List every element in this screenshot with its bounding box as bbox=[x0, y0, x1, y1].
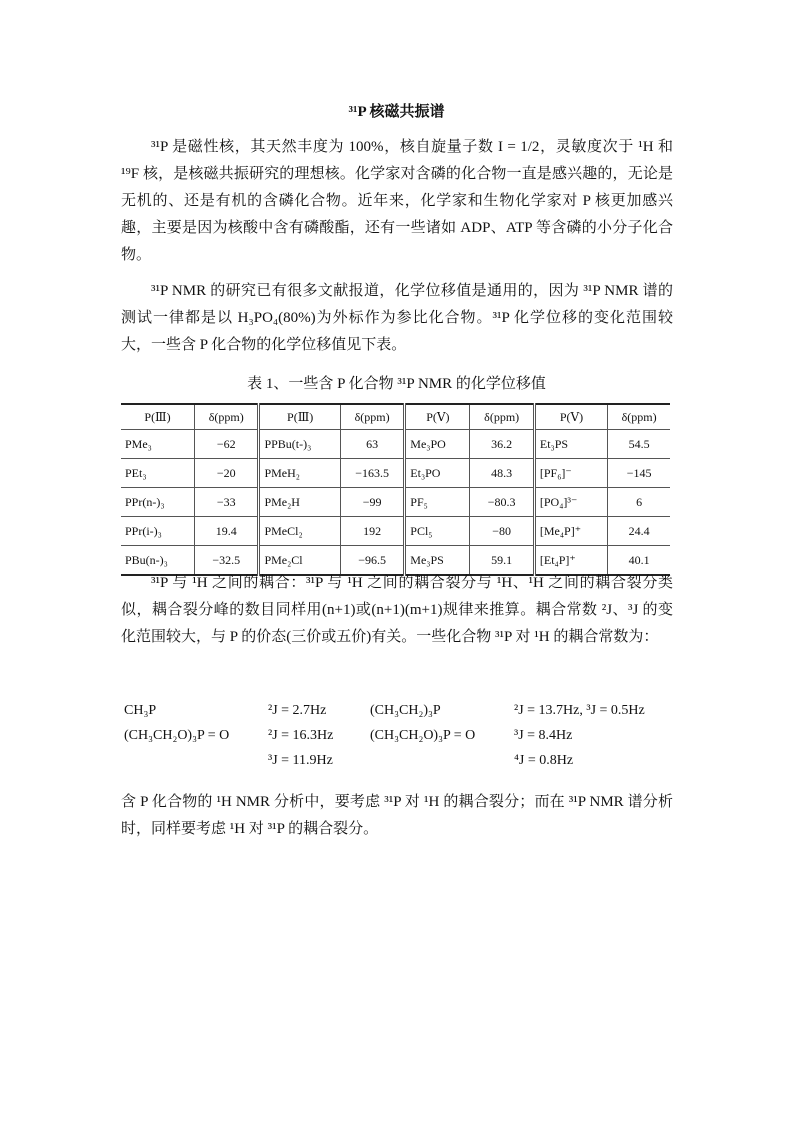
coupling-value: ²J = 16.3Hz bbox=[268, 728, 334, 743]
paragraph-coupling: ³¹P 与 ¹H 之间的耦合：³¹P 与 ¹H 之间的耦合裂分与 ¹H、¹H 之间的耦合裂分类似，耦合裂分峰的数目同样用(n+1)或(n+1)(m+1)规律来推算。耦合常数 ²J、³J 的变化范围较大，与 P 的价态(三价或五价)有关。一些化合物 ³¹P 对 ¹H 的耦合常数为： bbox=[121, 575, 673, 645]
table-row bbox=[121, 488, 670, 517]
compound-triethyl-phosphate: (CH₃CH₂O)₃P = O bbox=[124, 728, 230, 743]
compound-cell: PBu(n-)₃ bbox=[121, 546, 195, 576]
shift-value-cell: 36.2 bbox=[470, 430, 534, 459]
shift-value-cell: 192 bbox=[340, 517, 404, 546]
compound-cell: [PO₄]³⁻ bbox=[534, 488, 607, 517]
compound-cell: PMeCl₂ bbox=[259, 517, 340, 546]
coupling-value: ⁴J = 0.8Hz bbox=[514, 753, 574, 768]
coupling-value: ³J = 11.9Hz bbox=[268, 753, 333, 768]
column-header: P(Ⅴ) bbox=[405, 404, 470, 430]
shift-value-cell: −62 bbox=[195, 430, 259, 459]
compound-cell: PPr(n-)₃ bbox=[121, 488, 195, 517]
compound-cell: [Et₄P]⁺ bbox=[534, 546, 607, 576]
shift-value-cell: −32.5 bbox=[195, 546, 259, 576]
column-header: P(Ⅴ) bbox=[534, 404, 607, 430]
shift-value-cell: 24.4 bbox=[608, 517, 670, 546]
paragraph-chemical-shift: ³¹P NMR 的研究已有很多文献报道，化学位移值是通用的，因为 ³¹P NMR 谱的测试一律都是以 H₃PO₄(80%)为外标作为参比化合物。³¹P 化学位移的变化范围较大，一些含 P 化合物的化学位移值见下表。 bbox=[121, 283, 673, 353]
shift-value-cell: 6 bbox=[608, 488, 670, 517]
compound-cell: Et₃PS bbox=[534, 430, 607, 459]
column-header: δ(ppm) bbox=[470, 404, 534, 430]
shift-value-cell: −80.3 bbox=[470, 488, 534, 517]
table-row bbox=[121, 430, 670, 459]
column-header: δ(ppm) bbox=[608, 404, 670, 430]
compound-cell: PMe₃ bbox=[121, 430, 195, 459]
paragraph-conclusion: 含 P 化合物的 ¹H NMR 分析中，要考虑 ³¹P 对 ¹H 的耦合裂分；而在 ³¹P NMR 谱分析时，同样要考虑 ¹H 对 ³¹P 的耦合裂分。 bbox=[121, 794, 673, 837]
shift-value-cell: 63 bbox=[340, 430, 404, 459]
coupling-value: ²J = 2.7Hz bbox=[268, 703, 327, 718]
shift-value-cell: −99 bbox=[340, 488, 404, 517]
compound-cell: PMeH₂ bbox=[259, 459, 340, 488]
shift-value-cell: −80 bbox=[470, 517, 534, 546]
compound-ch3p: CH₃P bbox=[124, 703, 157, 718]
shift-value-cell: −96.5 bbox=[340, 546, 404, 576]
compound-cell: [PF₆]⁻ bbox=[534, 459, 607, 488]
table-row bbox=[121, 459, 670, 488]
compound-cell: [Me₄P]⁺ bbox=[534, 517, 607, 546]
column-header: P(Ⅲ) bbox=[121, 404, 195, 430]
compound-cell: PF₅ bbox=[405, 488, 470, 517]
compound-cell: PCl₅ bbox=[405, 517, 470, 546]
shift-value-cell: −20 bbox=[195, 459, 259, 488]
shift-value-cell: −163.5 bbox=[340, 459, 404, 488]
shift-value-cell: 40.1 bbox=[608, 546, 670, 576]
compound-cell: Me₃PS bbox=[405, 546, 470, 576]
compound-triethylphosphine: (CH₃CH₂)₃P bbox=[370, 703, 441, 718]
compound-cell: PMe₂Cl bbox=[259, 546, 340, 576]
page-title: ³¹P 核磁共振谱 bbox=[348, 104, 445, 120]
shift-value-cell: 59.1 bbox=[470, 546, 534, 576]
compound-triethyl-phosphate: (CH₃CH₂O)₃P = O bbox=[370, 728, 476, 743]
shift-value-cell: −33 bbox=[195, 488, 259, 517]
compound-cell: PMe₂H bbox=[259, 488, 340, 517]
compound-cell: PPr(i-)₃ bbox=[121, 517, 195, 546]
paragraph-intro: ³¹P 是磁性核，其天然丰度为 100%，核自旋量子数 I = 1/2，灵敏度次于 ¹H 和 ¹⁹F 核，是核磁共振研究的理想核。化学家对含磷的化合物一直是感兴趣的，无论是无机的、还是有机的含磷化合物。近年来，化学家和生物化学家对 P 核更加感兴趣，主要是因为核酸中含有磷酸酯，还有一些诸如 ADP、ATP 等含磷的小分子化合物。 bbox=[121, 139, 673, 263]
chemical-shift-table bbox=[121, 403, 670, 576]
compound-cell: Et₃PO bbox=[405, 459, 470, 488]
compound-cell: PPBu(t-)₃ bbox=[259, 430, 340, 459]
coupling-value: ³J = 8.4Hz bbox=[514, 728, 573, 743]
compound-cell: Me₃PO bbox=[405, 430, 470, 459]
shift-value-cell: 54.5 bbox=[608, 430, 670, 459]
shift-value-cell: 48.3 bbox=[470, 459, 534, 488]
table-header-row bbox=[121, 404, 670, 430]
column-header: P(Ⅲ) bbox=[259, 404, 340, 430]
shift-value-cell: −145 bbox=[608, 459, 670, 488]
coupling-value: ²J = 13.7Hz, ³J = 0.5Hz bbox=[514, 703, 645, 718]
column-header: δ(ppm) bbox=[195, 404, 259, 430]
shift-value-cell: 19.4 bbox=[195, 517, 259, 546]
table-row bbox=[121, 517, 670, 546]
column-header: δ(ppm) bbox=[340, 404, 404, 430]
compound-cell: PEt₃ bbox=[121, 459, 195, 488]
table-caption: 表 1、一些含 P 化合物 ³¹P NMR 的化学位移值 bbox=[247, 376, 546, 392]
